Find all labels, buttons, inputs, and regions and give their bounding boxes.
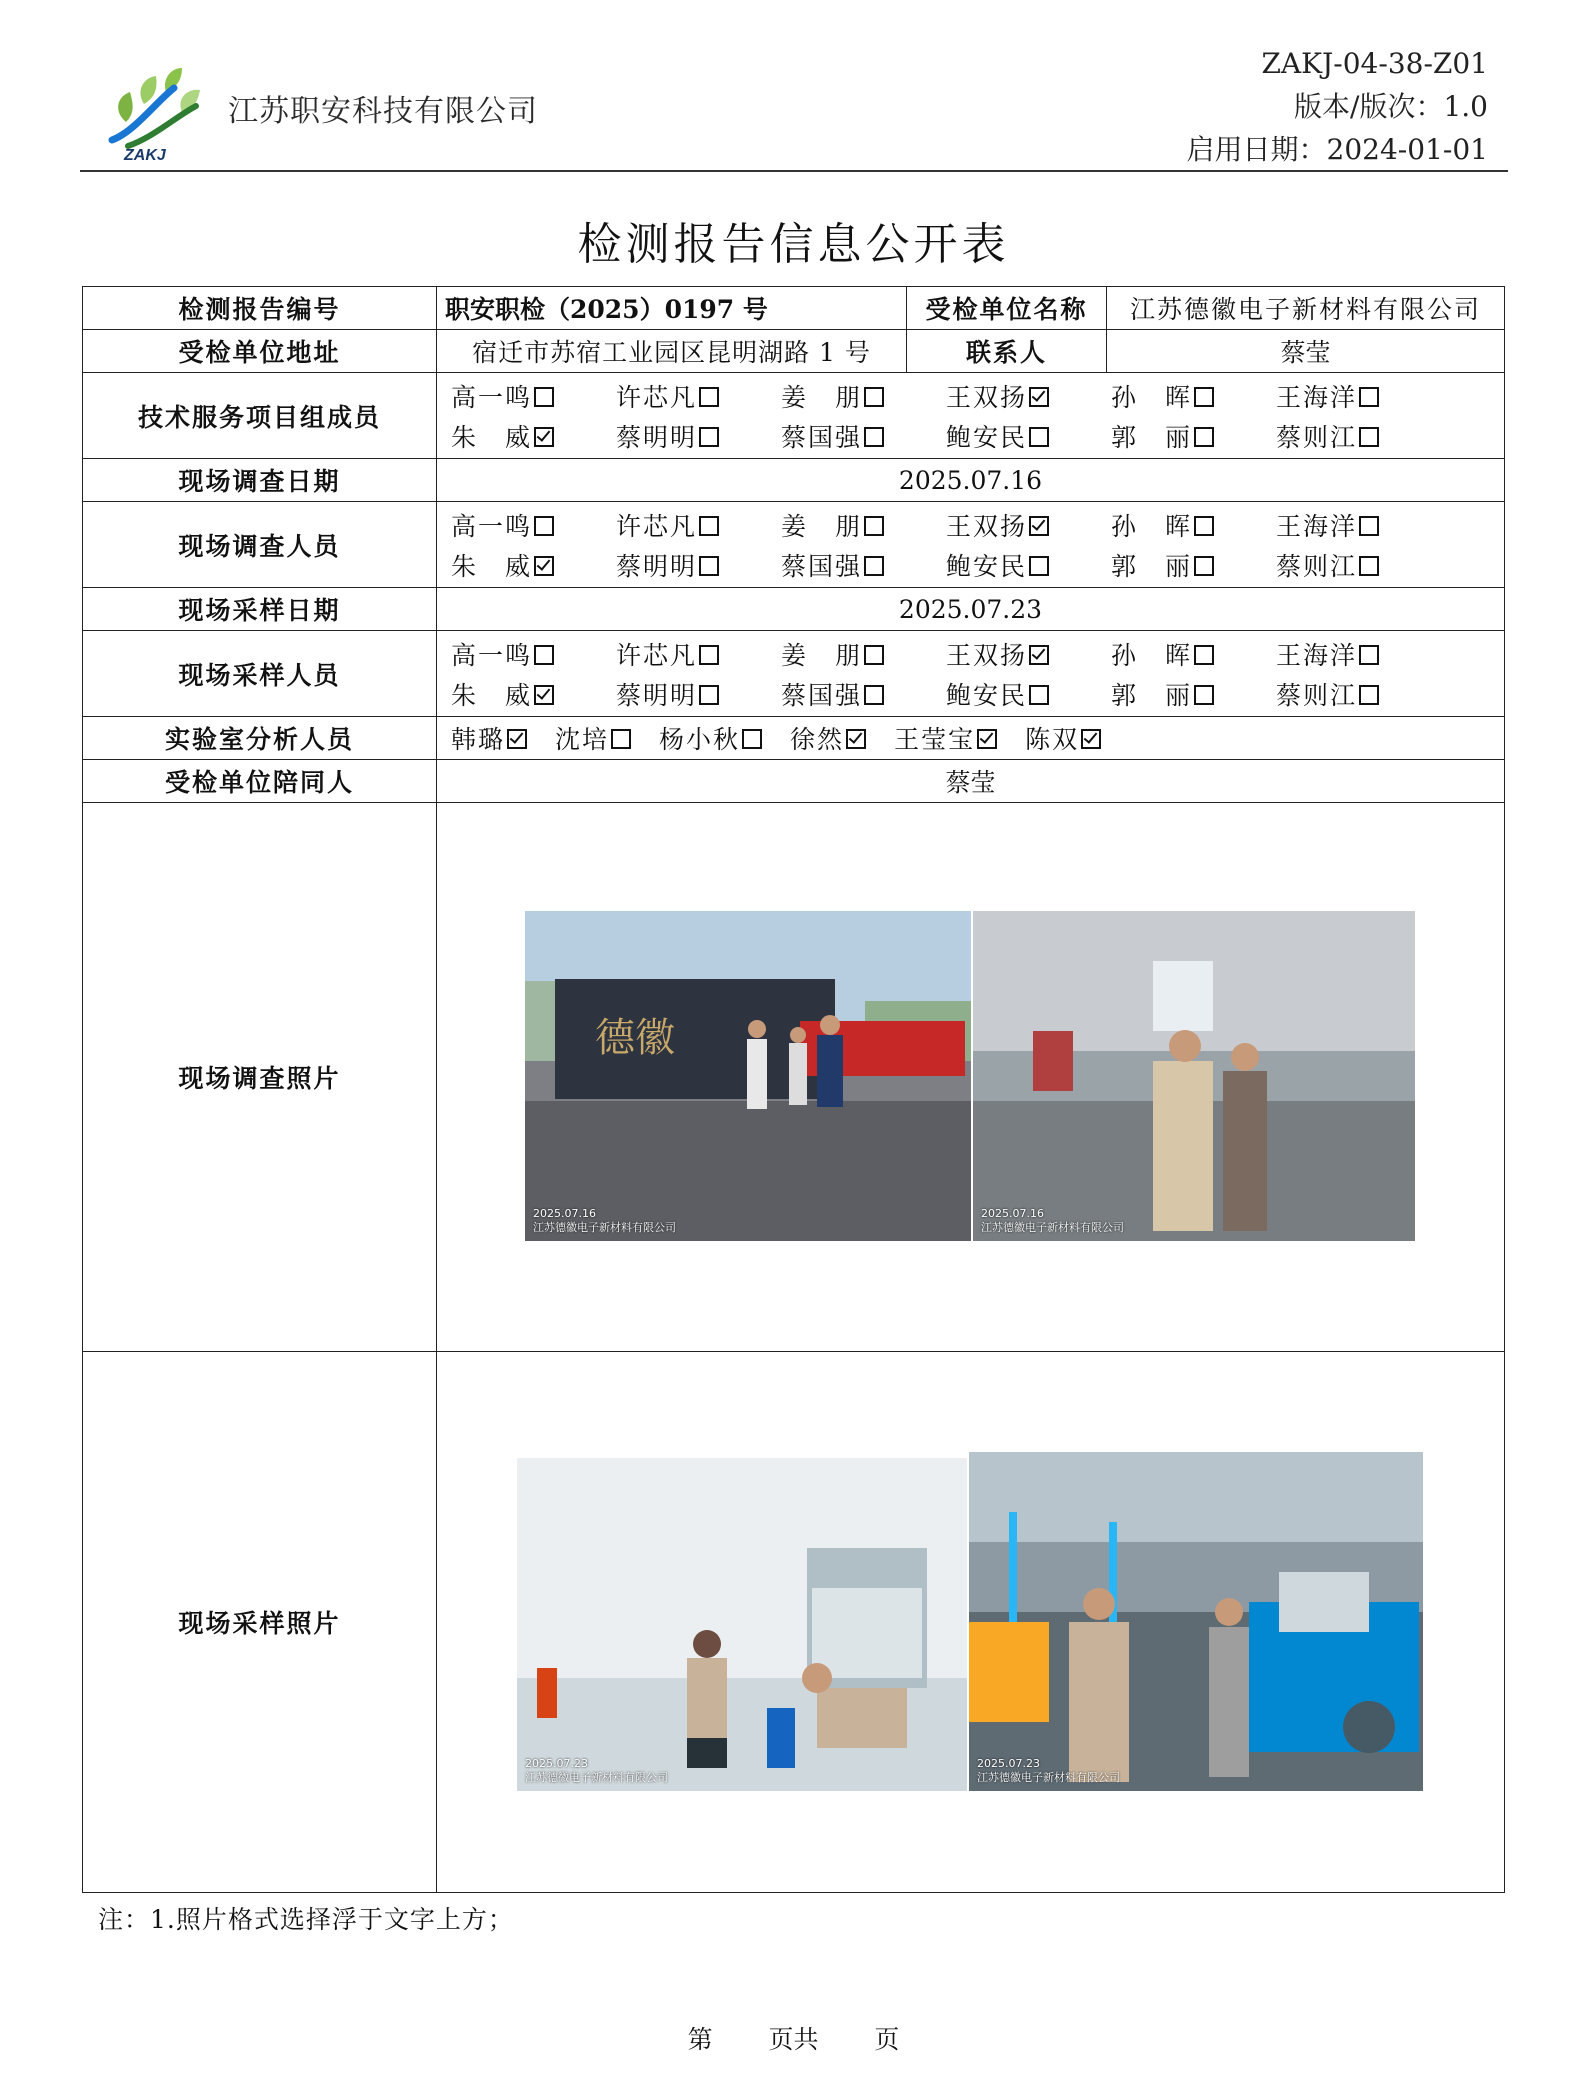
info-table xyxy=(82,286,1505,1893)
checked-checkbox-icon[interactable] xyxy=(1081,729,1101,749)
survey-photos xyxy=(437,803,1504,1351)
unchecked-checkbox-icon[interactable] xyxy=(742,729,762,749)
escort-value: 蔡莹 xyxy=(437,760,1505,803)
unchecked-checkbox-icon[interactable] xyxy=(1194,516,1214,536)
unchecked-checkbox-icon[interactable] xyxy=(699,516,719,536)
photo-date: 2025.07.23 xyxy=(977,1757,1040,1770)
member-entry xyxy=(1276,636,1441,672)
member-entry xyxy=(1111,378,1276,414)
page-footer xyxy=(0,2020,1587,2056)
member-entry xyxy=(1276,507,1441,543)
table-row xyxy=(83,459,1505,502)
member-entry xyxy=(946,636,1111,672)
footnote: 注：1.照片格式选择浮于文字上方； xyxy=(98,1905,514,1934)
member-entry xyxy=(1276,418,1441,454)
member-name: 王海洋 xyxy=(1276,511,1358,541)
unchecked-checkbox-icon[interactable] xyxy=(699,387,719,407)
photo-place: 江苏德徽电子新材料有限公司 xyxy=(533,1221,676,1234)
member-entry xyxy=(1276,378,1441,414)
member-entry xyxy=(1276,547,1441,583)
sample-photos xyxy=(437,1352,1504,1892)
member-entry xyxy=(1276,676,1441,712)
label-survey-staff: 现场调查人员 xyxy=(83,502,437,588)
member-entry xyxy=(451,507,616,543)
member-entry xyxy=(616,547,781,583)
doc-meta xyxy=(1187,42,1488,171)
lab-staff xyxy=(437,717,1505,760)
member-name: 高一鸣 xyxy=(451,640,533,670)
member-entry xyxy=(946,547,1111,583)
photo-date: 2025.07.16 xyxy=(981,1207,1044,1220)
unchecked-checkbox-icon[interactable] xyxy=(864,427,884,447)
member-entry xyxy=(946,507,1111,543)
member-name: 韩璐 xyxy=(451,725,506,754)
member-name: 蔡则江 xyxy=(1276,422,1358,452)
unchecked-checkbox-icon[interactable] xyxy=(699,556,719,576)
photo-date: 2025.07.23 xyxy=(525,1757,588,1770)
doc-code: ZAKJ-04-38-Z01 xyxy=(1261,47,1488,80)
checked-checkbox-icon[interactable] xyxy=(846,729,866,749)
member-entry xyxy=(555,720,631,756)
label-unit-name: 受检单位名称 xyxy=(907,287,1107,330)
unchecked-checkbox-icon[interactable] xyxy=(1359,645,1379,665)
table-row xyxy=(83,588,1505,631)
label-report-no: 检测报告编号 xyxy=(83,287,437,330)
member-name: 蔡国强 xyxy=(781,680,863,710)
member-entry xyxy=(946,378,1111,414)
sample-photos-cell xyxy=(437,1352,1505,1893)
member-entry xyxy=(781,676,946,712)
member-name: 许芯凡 xyxy=(616,640,698,670)
member-name: 蔡则江 xyxy=(1276,680,1358,710)
member-name: 孙 晖 xyxy=(1111,640,1193,670)
member-name: 王海洋 xyxy=(1276,640,1358,670)
unit-name-value: 江苏德徽电子新材料有限公司 xyxy=(1107,287,1505,330)
contact-value: 蔡莹 xyxy=(1107,330,1505,373)
table-row xyxy=(83,373,1505,459)
checked-checkbox-icon[interactable] xyxy=(977,729,997,749)
unchecked-checkbox-icon[interactable] xyxy=(1359,387,1379,407)
photo-place: 江苏德徽电子新材料有限公司 xyxy=(525,1771,668,1784)
unchecked-checkbox-icon[interactable] xyxy=(534,387,554,407)
member-name: 许芯凡 xyxy=(616,511,698,541)
header-divider xyxy=(80,170,1508,172)
survey-photo-gate xyxy=(525,911,971,1241)
unchecked-checkbox-icon[interactable] xyxy=(534,645,554,665)
unchecked-checkbox-icon[interactable] xyxy=(1194,556,1214,576)
member-entry xyxy=(659,720,762,756)
checked-checkbox-icon[interactable] xyxy=(534,685,554,705)
member-name: 孙 晖 xyxy=(1111,382,1193,412)
gate-sign-text: 德徽 xyxy=(595,1015,675,1061)
photo-stamp xyxy=(981,1207,1124,1235)
member-entry xyxy=(1111,636,1276,672)
unchecked-checkbox-icon[interactable] xyxy=(699,645,719,665)
unchecked-checkbox-icon[interactable] xyxy=(699,427,719,447)
member-name: 姜 朋 xyxy=(781,640,863,670)
machine-photo-image xyxy=(969,1452,1423,1791)
unchecked-checkbox-icon[interactable] xyxy=(699,685,719,705)
member-name: 鲍安民 xyxy=(946,551,1028,581)
photo-place: 江苏德徽电子新材料有限公司 xyxy=(977,1771,1120,1784)
unchecked-checkbox-icon[interactable] xyxy=(864,685,884,705)
checked-checkbox-icon[interactable] xyxy=(534,556,554,576)
footer-end-label: 页 xyxy=(874,2025,900,2054)
member-name: 高一鸣 xyxy=(451,511,533,541)
member-name: 蔡国强 xyxy=(781,422,863,452)
unchecked-checkbox-icon[interactable] xyxy=(1359,427,1379,447)
sample-staff xyxy=(437,631,1505,717)
member-entry xyxy=(451,378,616,414)
doc-version: 版本/版次：1.0 xyxy=(1294,90,1488,123)
unchecked-checkbox-icon[interactable] xyxy=(864,645,884,665)
member-entry xyxy=(946,676,1111,712)
member-name: 朱 威 xyxy=(451,680,533,710)
member-entry xyxy=(1111,418,1276,454)
member-name: 陈双 xyxy=(1025,725,1080,754)
member-name: 朱 威 xyxy=(451,551,533,581)
page-title: 检测报告信息公开表 xyxy=(577,219,1010,270)
unchecked-checkbox-icon[interactable] xyxy=(1359,556,1379,576)
member-entry xyxy=(616,418,781,454)
checked-checkbox-icon[interactable] xyxy=(1029,645,1049,665)
member-grid xyxy=(445,632,1496,716)
label-survey-date: 现场调查日期 xyxy=(83,459,437,502)
checked-checkbox-icon[interactable] xyxy=(534,427,554,447)
member-entry xyxy=(946,418,1111,454)
label-survey-photos: 现场调查照片 xyxy=(83,803,437,1352)
unchecked-checkbox-icon[interactable] xyxy=(611,729,631,749)
member-entry xyxy=(616,378,781,414)
label-contact: 联系人 xyxy=(907,330,1107,373)
checked-checkbox-icon[interactable] xyxy=(507,729,527,749)
unchecked-checkbox-icon[interactable] xyxy=(864,387,884,407)
sample-photo-lab xyxy=(517,1458,967,1791)
member-name: 王海洋 xyxy=(1276,382,1358,412)
member-entry xyxy=(616,676,781,712)
unchecked-checkbox-icon[interactable] xyxy=(534,516,554,536)
member-entry xyxy=(781,418,946,454)
workshop-photo-image xyxy=(973,911,1415,1241)
photo-place: 江苏德徽电子新材料有限公司 xyxy=(981,1221,1124,1234)
company-name: 江苏职安科技有限公司 xyxy=(228,94,538,129)
member-entry xyxy=(1025,720,1101,756)
member-entry xyxy=(1111,547,1276,583)
unit-address-value: 宿迁市苏宿工业园区昆明湖路 1 号 xyxy=(437,330,907,373)
member-name: 蔡明明 xyxy=(616,551,698,581)
member-entry xyxy=(894,720,997,756)
member-entry xyxy=(790,720,866,756)
member-grid xyxy=(445,503,1496,587)
unchecked-checkbox-icon[interactable] xyxy=(1359,685,1379,705)
member-name: 王双扬 xyxy=(946,511,1028,541)
company-logo xyxy=(104,62,216,162)
unchecked-checkbox-icon[interactable] xyxy=(1194,427,1214,447)
unchecked-checkbox-icon[interactable] xyxy=(864,556,884,576)
member-grid xyxy=(445,374,1496,458)
member-name: 杨小秋 xyxy=(659,725,741,754)
member-entry xyxy=(451,547,616,583)
label-escort: 受检单位陪同人 xyxy=(83,760,437,803)
unchecked-checkbox-icon[interactable] xyxy=(1194,685,1214,705)
member-name: 鲍安民 xyxy=(946,422,1028,452)
member-name: 蔡则江 xyxy=(1276,551,1358,581)
member-name: 郭 丽 xyxy=(1111,422,1193,452)
footer-page-label: 第 xyxy=(687,2025,713,2054)
member-name: 王双扬 xyxy=(946,640,1028,670)
table-row xyxy=(83,502,1505,588)
member-name: 鲍安民 xyxy=(946,680,1028,710)
survey-photo-workshop xyxy=(973,911,1415,1241)
member-entry xyxy=(616,636,781,672)
label-sample-staff: 现场采样人员 xyxy=(83,631,437,717)
photo-stamp xyxy=(525,1757,668,1785)
member-entry xyxy=(781,547,946,583)
label-sample-date: 现场采样日期 xyxy=(83,588,437,631)
label-team: 技术服务项目组成员 xyxy=(83,373,437,459)
member-name: 蔡明明 xyxy=(616,422,698,452)
member-name: 郭 丽 xyxy=(1111,680,1193,710)
member-entry xyxy=(616,507,781,543)
member-name: 朱 威 xyxy=(451,422,533,452)
member-entry xyxy=(451,636,616,672)
checked-checkbox-icon[interactable] xyxy=(1029,516,1049,536)
team-members xyxy=(437,373,1505,459)
member-name: 许芯凡 xyxy=(616,382,698,412)
member-entry xyxy=(1111,676,1276,712)
member-name: 孙 晖 xyxy=(1111,511,1193,541)
table-row xyxy=(83,1352,1505,1893)
label-sample-photos: 现场采样照片 xyxy=(83,1352,437,1893)
member-entry xyxy=(781,378,946,414)
survey-photos-cell xyxy=(437,803,1505,1352)
label-unit-address: 受检单位地址 xyxy=(83,330,437,373)
member-entry xyxy=(781,507,946,543)
member-entry xyxy=(781,636,946,672)
checked-checkbox-icon[interactable] xyxy=(1029,387,1049,407)
unchecked-checkbox-icon[interactable] xyxy=(1029,427,1049,447)
sample-date-value: 2025.07.23 xyxy=(437,588,1505,631)
member-name: 姜 朋 xyxy=(781,511,863,541)
sample-photo-machine xyxy=(969,1452,1423,1791)
survey-date-value: 2025.07.16 xyxy=(437,459,1505,502)
table-row xyxy=(83,760,1505,803)
member-name: 姜 朋 xyxy=(781,382,863,412)
table-row xyxy=(83,631,1505,717)
footer-of-label: 页共 xyxy=(768,2025,819,2054)
member-entry xyxy=(451,676,616,712)
table-row xyxy=(83,287,1505,330)
member-name: 蔡国强 xyxy=(781,551,863,581)
label-lab-staff: 实验室分析人员 xyxy=(83,717,437,760)
table-row xyxy=(83,717,1505,760)
unchecked-checkbox-icon[interactable] xyxy=(1029,556,1049,576)
member-name: 高一鸣 xyxy=(451,382,533,412)
photo-stamp xyxy=(977,1757,1120,1785)
photo-date: 2025.07.16 xyxy=(533,1207,596,1220)
unchecked-checkbox-icon[interactable] xyxy=(1194,645,1214,665)
unchecked-checkbox-icon[interactable] xyxy=(864,516,884,536)
photo-stamp xyxy=(533,1207,676,1235)
member-name: 沈培 xyxy=(555,725,610,754)
unchecked-checkbox-icon[interactable] xyxy=(1359,516,1379,536)
doc-date: 启用日期：2024-01-01 xyxy=(1186,133,1488,166)
page-header xyxy=(80,40,1508,172)
gate-photo-image xyxy=(525,911,971,1241)
lab-photo-image xyxy=(517,1458,967,1791)
unchecked-checkbox-icon[interactable] xyxy=(1029,685,1049,705)
logo-text: ZAKJ xyxy=(124,147,166,162)
table-row xyxy=(83,803,1505,1352)
report-no-value: 职安职检（2025）0197 号 xyxy=(437,287,907,330)
table-row xyxy=(83,330,1505,373)
survey-staff xyxy=(437,502,1505,588)
member-name: 徐然 xyxy=(790,725,845,754)
member-name: 王莹宝 xyxy=(894,725,976,754)
member-entry xyxy=(1111,507,1276,543)
member-name: 蔡明明 xyxy=(616,680,698,710)
unchecked-checkbox-icon[interactable] xyxy=(1194,387,1214,407)
lab-member-list xyxy=(445,720,1496,756)
member-entry xyxy=(451,418,616,454)
member-entry xyxy=(451,720,527,756)
member-name: 郭 丽 xyxy=(1111,551,1193,581)
member-name: 王双扬 xyxy=(946,382,1028,412)
